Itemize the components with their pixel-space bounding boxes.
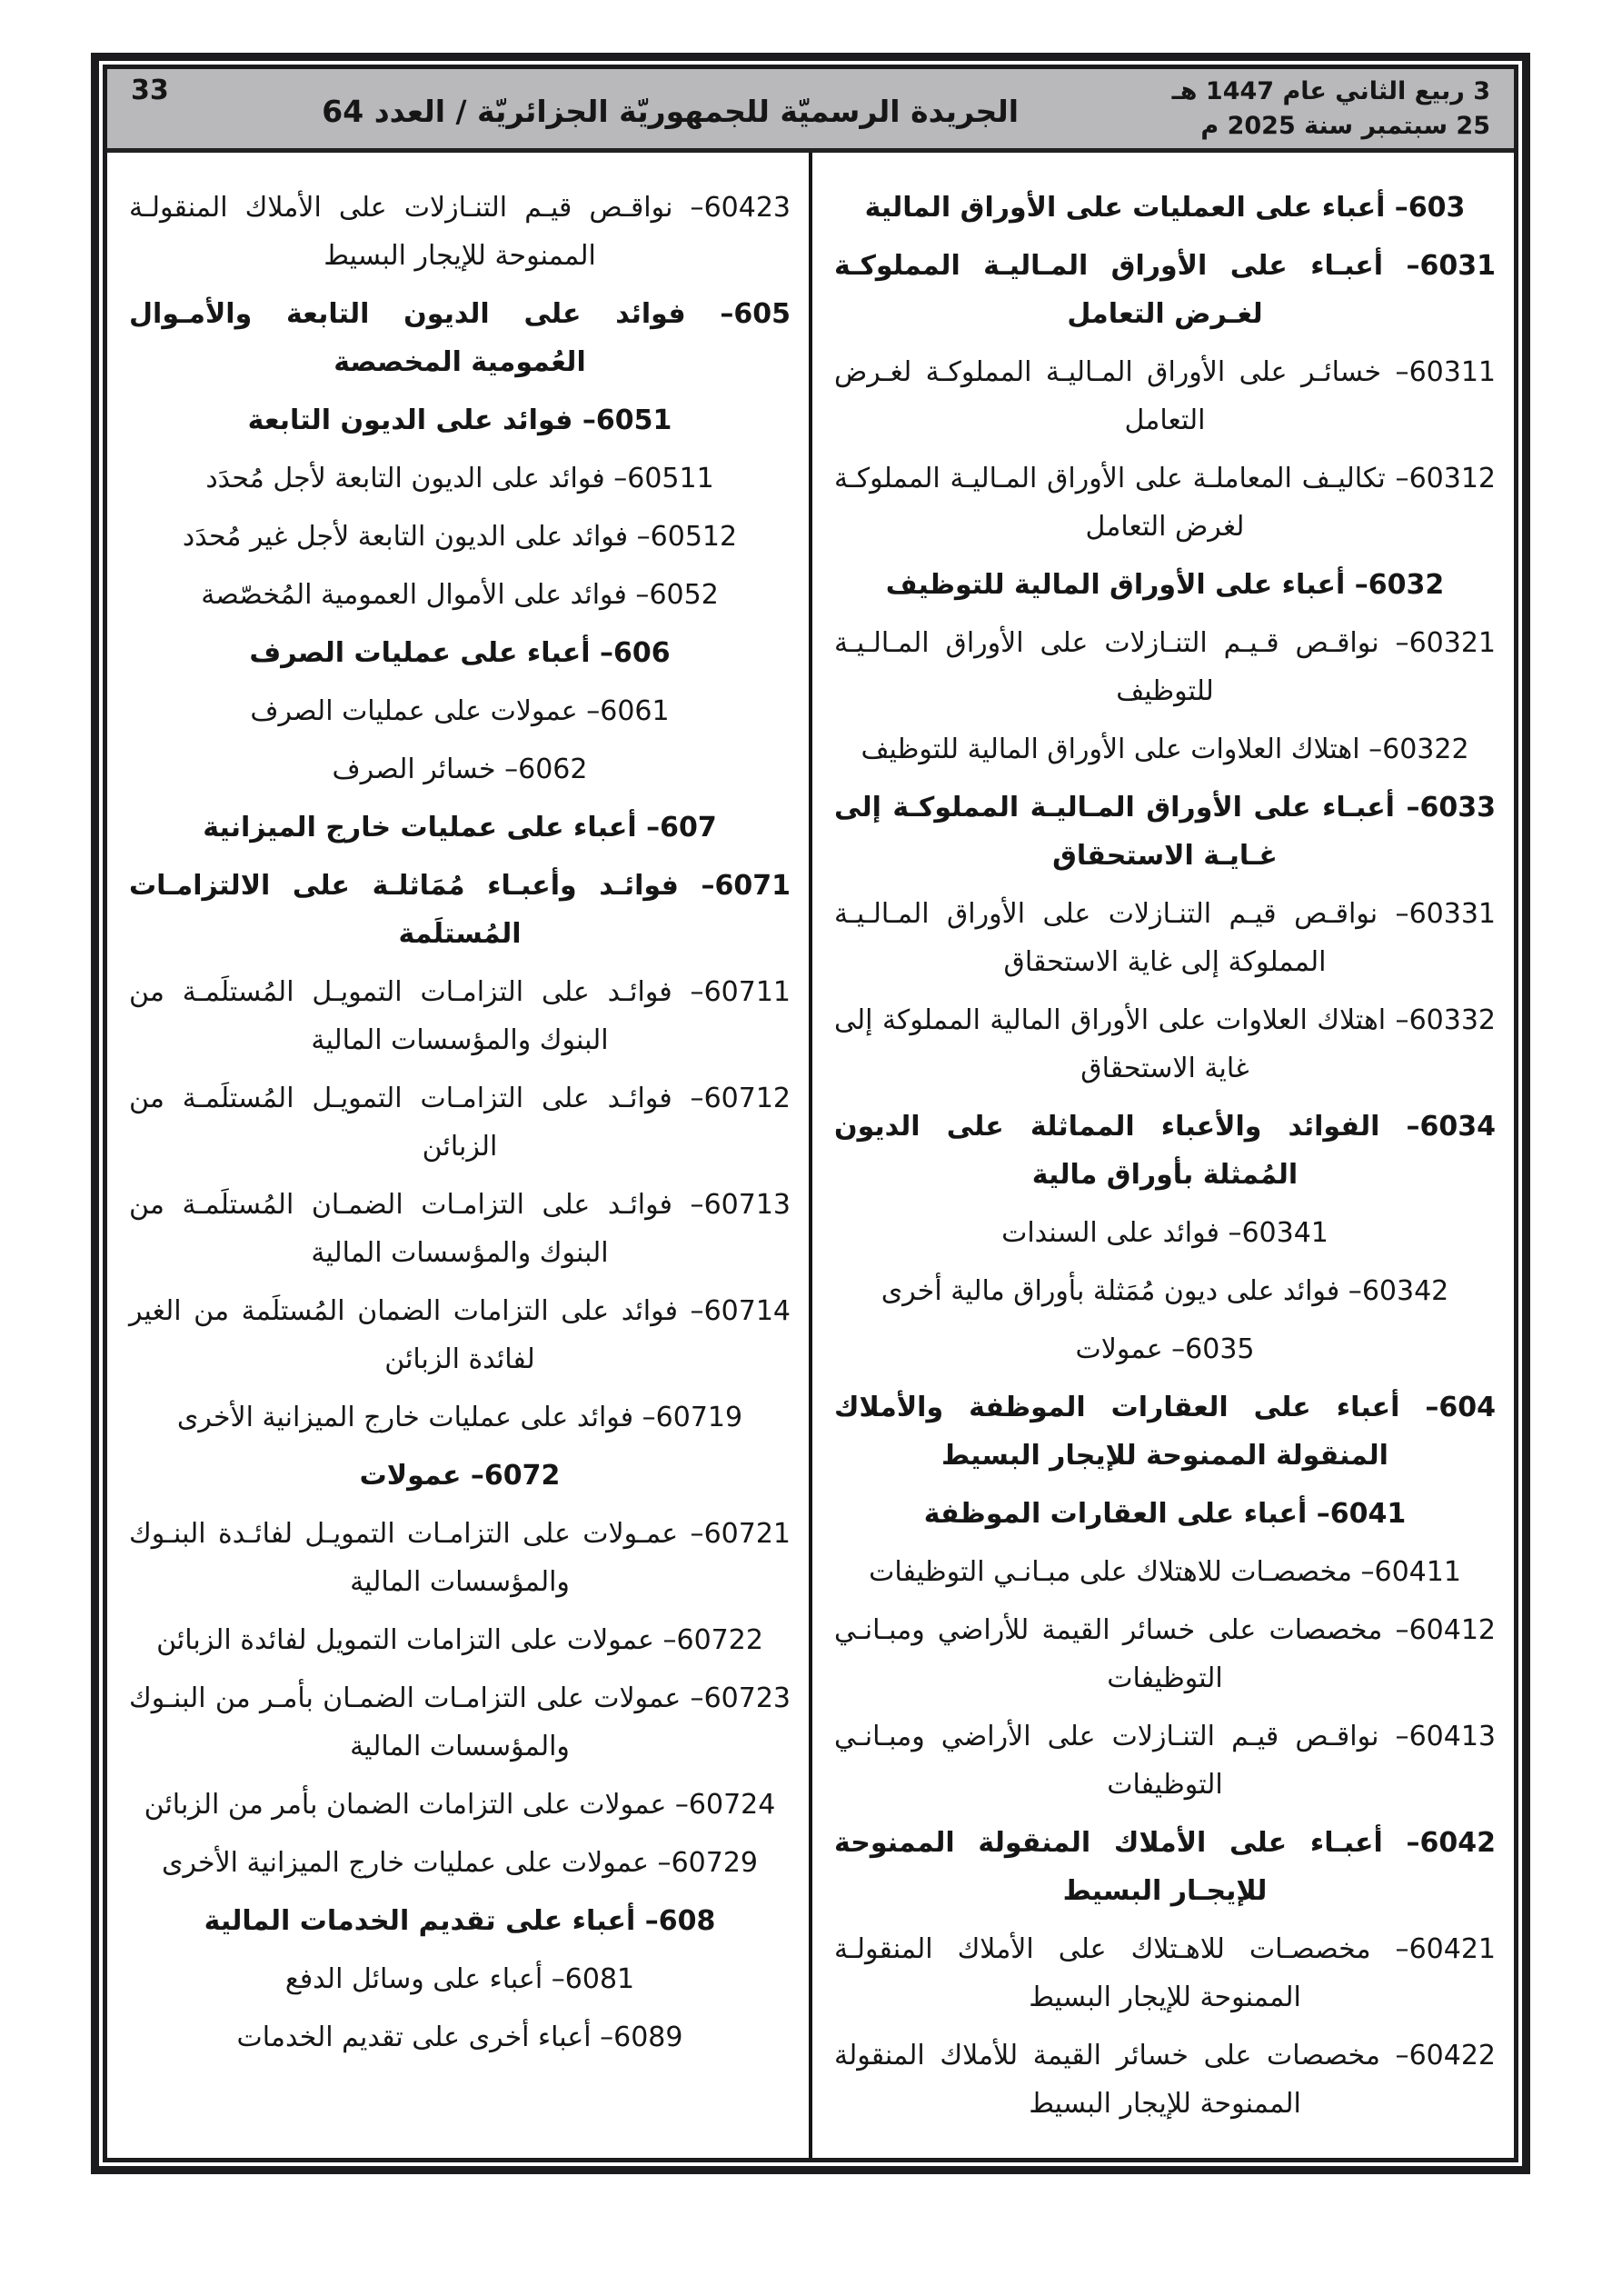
account-entry: 6061– عمولات على عمليات الصرف: [250, 695, 670, 727]
account-entry: 60721– عمـولات على التزامـات التمويـل لفائـدة البنـوك والمؤسسات المالية: [129, 1518, 791, 1598]
account-entry: 6035– عمولات: [1075, 1333, 1255, 1365]
account-entry: 60413– نواقـص قيـم التنـازلات على الأراضي ومبـانـي التوظيفات: [834, 1721, 1496, 1801]
page-frame-inner: [103, 65, 1518, 2162]
account-entry: 60422– مخصصات على خسائر القيمة للأملاك المنقولة الممنوحة للإيجار البسيط: [834, 2040, 1496, 2120]
account-entry: 60711– فوائـد على التزامـات التمويـل المُستلَمـة من البنوك والمؤسسات المالية: [129, 976, 791, 1056]
account-entry: 6032– أعباء على الأوراق المالية للتوظيف: [885, 569, 1445, 601]
account-entry: 60412– مخصصات على خسائر القيمة للأراضي ومبـانـي التوظيفات: [834, 1614, 1496, 1694]
account-entry: 60332– اهتلاك العلاوات على الأوراق المالية المملوكة إلى غاية الاستحقاق: [834, 1004, 1496, 1084]
account-entry: 6051– فوائد على الديون التابعة: [247, 404, 672, 436]
account-entry: 60311– خسائـر على الأوراق المـاليـة المملوكـة لغـرض التعامل: [834, 356, 1496, 436]
account-entry: 60724– عمولات على التزامات الضمان بأمر من الزبائن: [144, 1789, 776, 1821]
account-entry: 60713– فوائـد على التزامـات الضمـان المُستلَمـة من البنوك والمؤسسات المالية: [129, 1189, 791, 1269]
account-entry: 6034– الفوائد والأعباء المماثلة على الديون المُمثلة بأوراق مالية: [834, 1111, 1496, 1191]
account-entry: 60512– فوائد على الديون التابعة لأجل غير مُحدَد: [182, 521, 738, 553]
column-left: [107, 153, 809, 2158]
account-entry: 604– أعباء على العقارات الموظفة والأملاك المنقولة الممنوحة للإيجار البسيط: [834, 1392, 1496, 1472]
account-entry: 6072– عمولات: [359, 1460, 561, 1492]
account-entry: 60321– نواقـص قـيـم التنـازلات على الأوراق المـالـيـة للتوظيف: [834, 627, 1496, 707]
account-entry: 60714– فوائد على التزامات الضمان المُستلَمة من الغير لفائدة الزبائن: [129, 1295, 791, 1375]
account-entry: 605– فوائد على الديون التابعة والأمـوال العُمومية المخصصة: [129, 298, 791, 378]
account-entry: 6071– فوائـد وأعبـاء مُمَاثلـة على الالتزامـات المُستلَمة: [129, 870, 791, 950]
column-right: [809, 153, 1514, 2158]
account-entry: 60331– نواقـص قيـم التنـازلات على الأوراق المـالـيـة المملوكة إلى غاية الاستحقاق: [834, 898, 1496, 978]
account-entry: 6042– أعبـاء على الأملاك المنقولة الممنوحة للإيجـار البسيط: [834, 1827, 1496, 1907]
page-header: [107, 69, 1514, 153]
account-entry: 60322– اهتلاك العلاوات على الأوراق المالية للتوظيف: [861, 734, 1469, 765]
account-entry: 60341– فوائد على السندات: [1001, 1217, 1328, 1249]
content-columns: [107, 153, 1514, 2158]
account-entry: 60421– مخصصـات للاهـتلاك على الأملاك المنقولـة الممنوحة للإيجار البسيط: [834, 1933, 1496, 2013]
account-entry: 6041– أعباء على العقارات الموظفة: [923, 1498, 1407, 1530]
account-entry: 6089– أعباء أخرى على تقديم الخدمات: [236, 2021, 683, 2053]
hijri-date: 3 ربيع الثاني عام 1447 هـ: [1171, 76, 1490, 105]
account-entry: 60712– فوائـد على التزامـات التمويـل المُستلَمـة من الزبائن: [129, 1083, 791, 1163]
account-entry: 60723– عمولات على التزامـات الضمـان بأمـر من البنـوك والمؤسسات المالية: [129, 1682, 791, 1762]
account-entry: 60729– عمولات على عمليات خارج الميزانية الأخرى: [161, 1847, 758, 1879]
account-entry: 60312– تكاليـف المعاملـة على الأوراق المـاليـة المملوكـة لغرض التعامل: [834, 463, 1496, 543]
account-entry: 6052– فوائد على الأموال العمومية المُخصّصة: [201, 579, 719, 611]
account-entry: 60511– فوائد على الديون التابعة لأجل مُحدَد: [205, 463, 714, 494]
account-entry: 6081– أعباء على وسائل الدفع: [284, 1963, 635, 1995]
issue-dates: [1172, 69, 1490, 148]
account-entry: 6033– أعبـاء على الأوراق المـاليـة المملوكـة إلى غـايـة الاستحقاق: [834, 792, 1496, 872]
account-entry: 60342– فوائد على ديون مُمَثلة بأوراق مالية أخرى: [881, 1275, 1449, 1307]
account-entry: 6062– خسائر الصرف: [332, 754, 588, 785]
account-entry: 608– أعباء على تقديم الخدمات المالية: [204, 1905, 716, 1937]
gregorian-date: 25 سبتمبر سنة 2025 م: [1200, 111, 1490, 140]
account-entry: 607– أعباء على عمليات خارج الميزانية: [203, 812, 717, 844]
page-frame-outer: [91, 53, 1530, 2174]
account-entry: 60423– نواقـص قيـم التنـازلات على الأملاك المنقولـة الممنوحة للإيجار البسيط: [129, 192, 791, 272]
account-entry: 60722– عمولات على التزامات التمويل لفائدة الزبائن: [156, 1624, 763, 1656]
account-entry: 60411– مخصصـات للاهتلاك على مبـانـي التوظيفات: [869, 1556, 1461, 1588]
account-entry: 6031– أعبـاء على الأوراق المـاليـة المملوكـة لغـرض التعامل: [834, 250, 1496, 330]
page-number: 33: [131, 75, 169, 106]
gazette-title: الجريدة الرسميّة للجمهوريّة الجزائريّة / العدد 64: [322, 94, 1020, 129]
account-entry: 603– أعباء على العمليات على الأوراق المالية: [864, 192, 1466, 224]
account-entry: 60719– فوائد على عمليات خارج الميزانية الأخرى: [176, 1402, 743, 1433]
account-entry: 606– أعباء على عمليات الصرف: [249, 637, 671, 669]
